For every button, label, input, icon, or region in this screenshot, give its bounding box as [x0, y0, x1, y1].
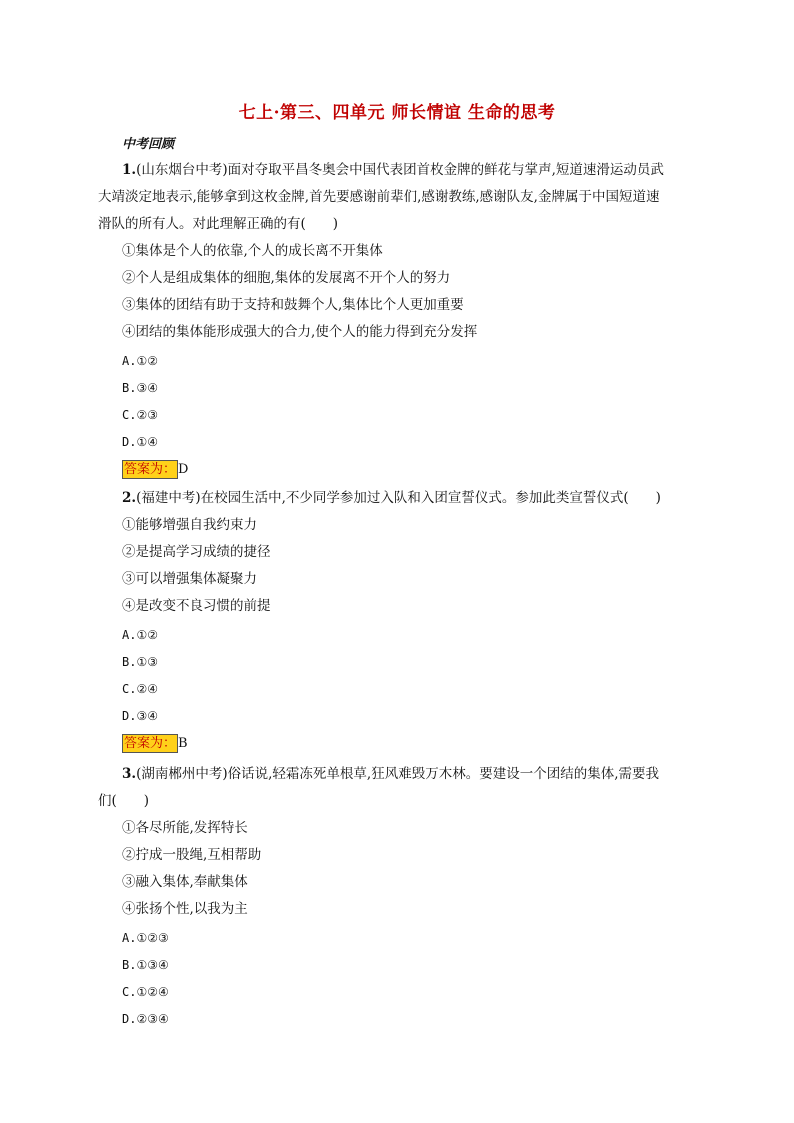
q2-choice-d: D.③④ [122, 709, 158, 723]
q3-choice-d: D.②③④ [122, 1012, 169, 1026]
section-heading: 中考回顾 [122, 137, 175, 152]
q2-answer-value: B [178, 736, 188, 751]
q3-choice-a: A.①②③ [122, 931, 169, 945]
q3-line-1 [122, 765, 659, 783]
q1-choice-a: A.①② [122, 354, 158, 368]
q2-option-1: ①能够增强自我约束力 [122, 517, 257, 533]
q3-choice-c: C.①②④ [122, 985, 169, 999]
q1-choice-d: D.①④ [122, 435, 158, 449]
q3-option-1: ①各尽所能,发挥特长 [122, 820, 248, 836]
q2-option-4: ④是改变不良习惯的前提 [122, 598, 271, 614]
q1-choice-c: C.②③ [122, 408, 158, 422]
q2-stem-1: (福建中考)在校园生活中,不少同学参加过入队和入团宣誓仪式。参加此类宣誓仪式( ) [136, 490, 661, 506]
q1-choice-b: B.③④ [122, 381, 158, 395]
q1-answer-label: 答案为： [124, 462, 177, 477]
page-title: 七上·第三、四单元 师长情谊 生命的思考 [238, 103, 556, 123]
q1-option-2: ②个人是组成集体的细胞,集体的发展离不开个人的努力 [122, 270, 451, 286]
q2-option-2: ②是提高学习成绩的捷径 [122, 544, 271, 560]
q3-option-2: ②拧成一股绳,互相帮助 [122, 847, 262, 863]
q2-answer [122, 734, 188, 753]
q1-answer [122, 460, 188, 479]
q2-option-3: ③可以增强集体凝聚力 [122, 571, 257, 587]
q1-option-1: ①集体是个人的依靠,个人的成长离不开集体 [122, 243, 383, 259]
q1-option-4: ④团结的集体能形成强大的合力,使个人的能力得到充分发挥 [122, 324, 478, 340]
q3-choice-b: B.①③④ [122, 958, 169, 972]
q2-choice-c: C.②④ [122, 682, 158, 696]
q2-line-1 [122, 489, 661, 507]
q3-line-2: 们( ) [98, 793, 150, 809]
q1-line-2: 大靖淡定地表示,能够拿到这枚金牌,首先要感谢前辈们,感谢教练,感谢队友,金牌属于中国短道速 [98, 189, 660, 205]
q2-number: 2. [122, 490, 137, 506]
q2-choice-b: B.①③ [122, 655, 158, 669]
q1-stem-1: (山东烟台中考)面对夺取平昌冬奥会中国代表团首枚金牌的鲜花与掌声,短道速滑运动员武 [136, 162, 664, 178]
q1-option-3: ③集体的团结有助于支持和鼓舞个人,集体比个人更加重要 [122, 297, 464, 313]
q3-option-4: ④张扬个性,以我为主 [122, 901, 248, 917]
q1-line-3: 滑队的所有人。对此理解正确的有( ) [98, 216, 339, 232]
q3-number: 3. [122, 766, 137, 782]
q1-number: 1. [122, 162, 137, 178]
q2-choice-a: A.①② [122, 628, 158, 642]
q3-option-3: ③融入集体,奉献集体 [122, 874, 248, 890]
q2-answer-label: 答案为： [124, 736, 177, 751]
q1-answer-value: D [178, 462, 189, 477]
q1-line-1 [122, 161, 664, 179]
q3-stem-1: (湖南郴州中考)俗话说,轻霜冻死单根草,狂风难毁万木林。要建设一个团结的集体,需要我 [136, 766, 660, 782]
